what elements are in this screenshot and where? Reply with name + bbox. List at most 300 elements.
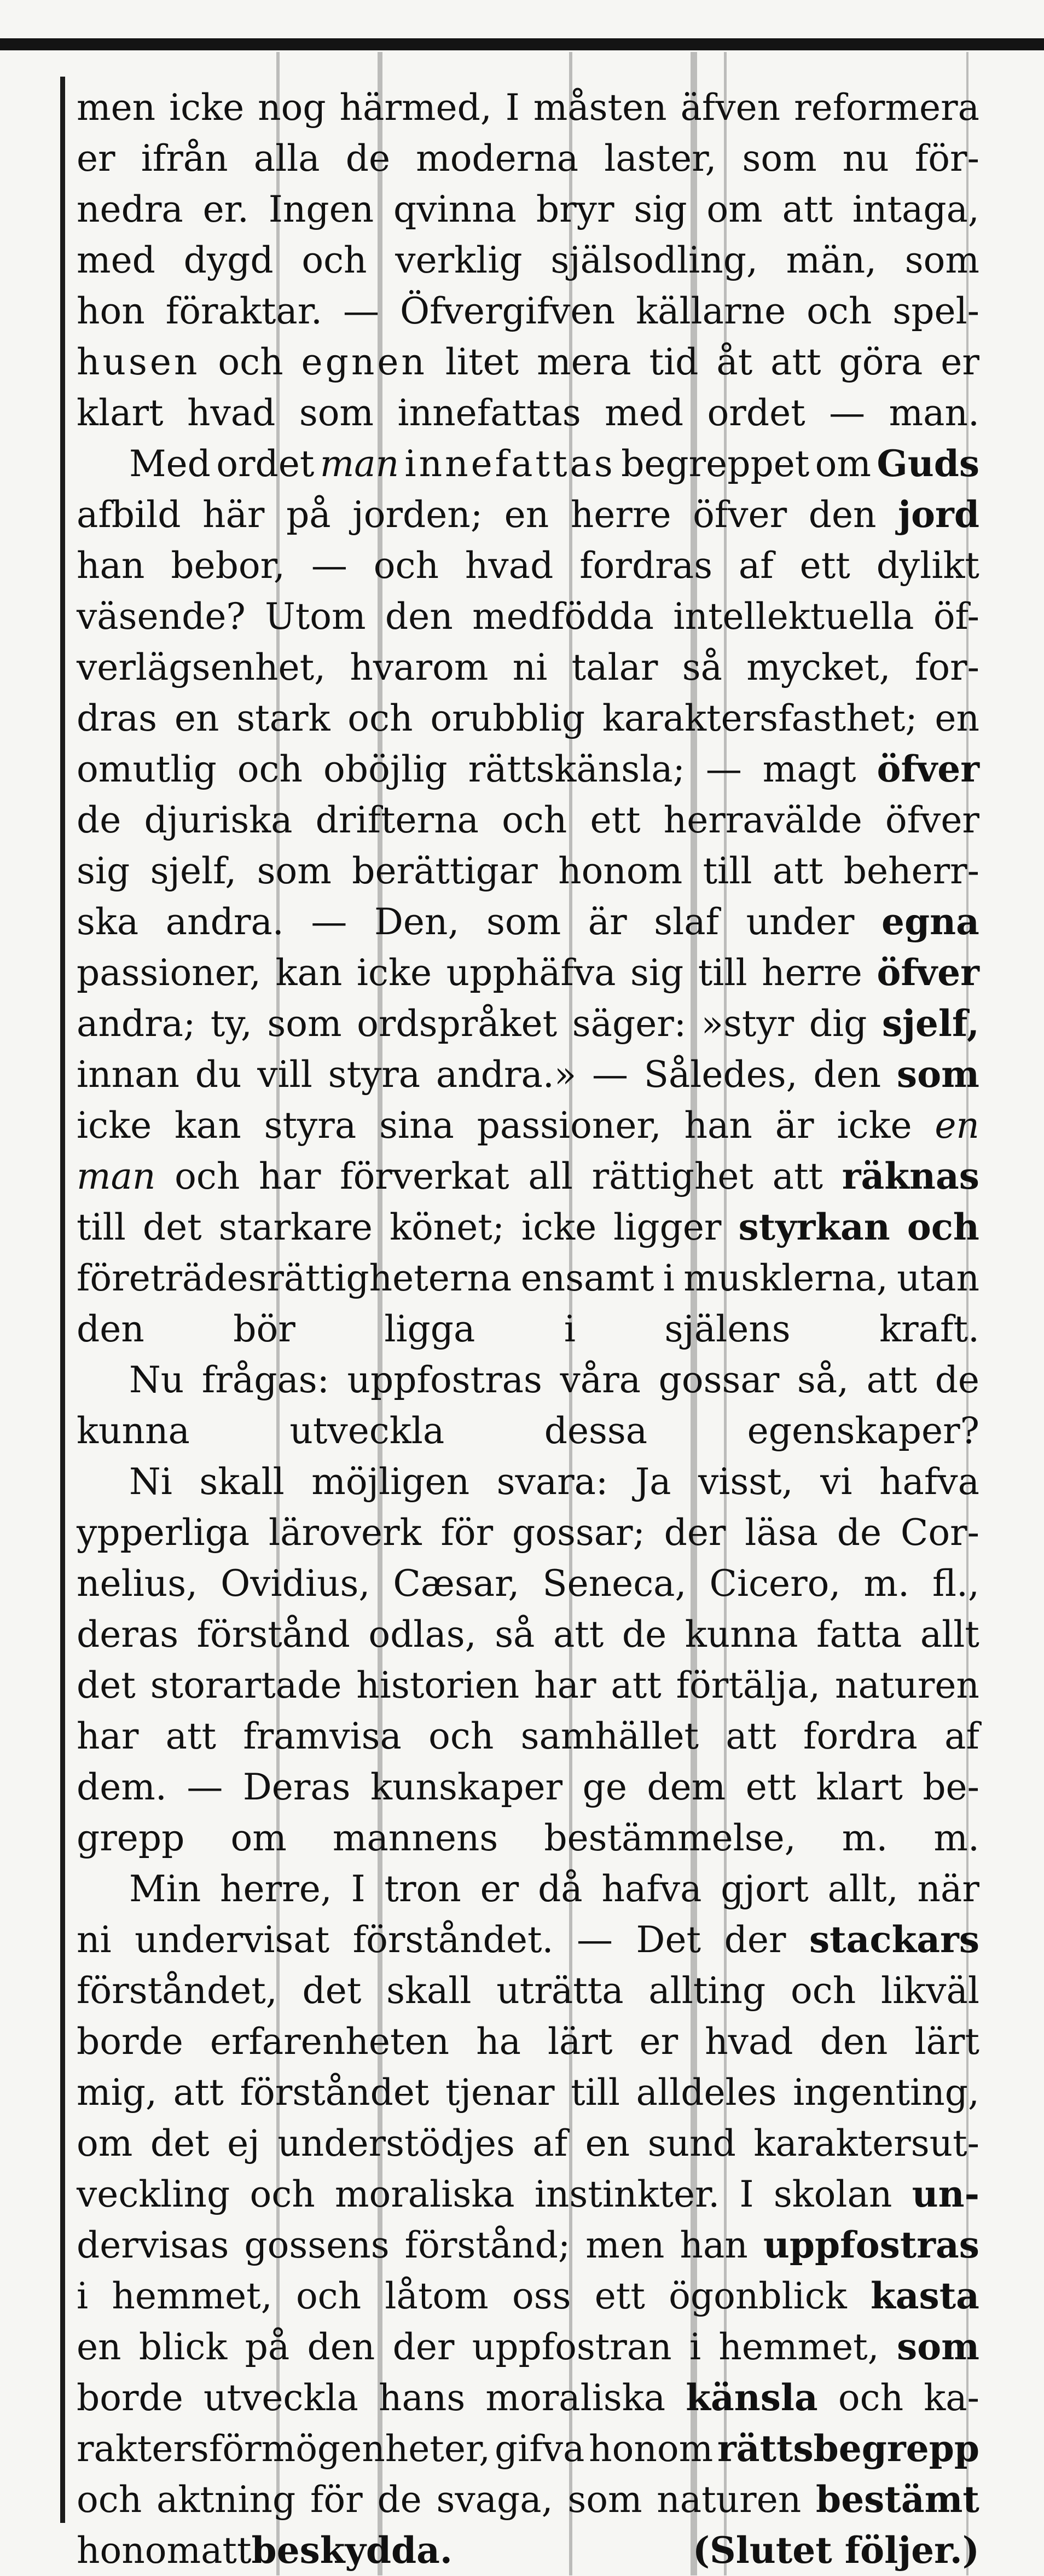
word: starkare <box>218 1206 373 1248</box>
word: den <box>307 2326 375 2368</box>
word: blick <box>138 2326 228 2368</box>
word: men <box>77 86 156 129</box>
word: styrkan <box>738 1206 890 1248</box>
text-line <box>77 1304 979 1354</box>
word: honom <box>558 850 683 892</box>
word: ordet <box>707 392 805 434</box>
word: ni <box>512 646 548 688</box>
word: verlägsenhet, <box>77 646 326 688</box>
text-line <box>77 2423 979 2474</box>
word: icke <box>837 1104 912 1147</box>
word: er <box>480 1868 519 1910</box>
word: borde <box>77 2021 183 2063</box>
word: att <box>201 2529 252 2572</box>
word: ligger <box>613 1206 722 1248</box>
word: ypperliga <box>77 1512 250 1554</box>
word: härmed, <box>339 86 492 129</box>
word: bebor, <box>171 545 285 587</box>
word: förverkat <box>340 1155 509 1197</box>
word: män, <box>786 239 877 281</box>
word: förståndet <box>240 2071 430 2114</box>
word: sjelf, <box>881 1002 979 1045</box>
word: och <box>838 2377 904 2419</box>
text-line <box>77 693 979 744</box>
text-line <box>77 2474 979 2525</box>
word: gjort <box>721 1868 809 1910</box>
word: styra <box>264 1104 357 1147</box>
word: nelius, <box>77 1562 198 1605</box>
word: veckling <box>77 2173 230 2215</box>
word: förstånd; <box>404 2224 571 2266</box>
word: att <box>772 1155 823 1197</box>
text-line <box>77 2016 979 2067</box>
word: borde <box>77 2377 183 2419</box>
word: rättsbegrepp <box>717 2427 979 2470</box>
word: af <box>738 545 774 587</box>
word: odlas, <box>368 1613 477 1655</box>
word: och <box>373 545 439 587</box>
word: det <box>150 2122 210 2164</box>
word: förståndet. <box>352 1919 554 1961</box>
word: medfödda <box>472 595 654 638</box>
word: klart <box>816 1766 903 1808</box>
word: känsla <box>686 2376 818 2419</box>
word: möjligen <box>311 1461 470 1503</box>
word: moraliska <box>334 2173 515 2215</box>
word: fl., <box>932 1562 979 1605</box>
word: Min <box>129 1868 201 1910</box>
word: sjelf, <box>150 850 237 892</box>
word: bör <box>233 1308 295 1350</box>
text-line <box>77 438 979 489</box>
word: den <box>385 595 453 638</box>
word: ty, <box>210 1003 252 1045</box>
word: der <box>664 1512 726 1554</box>
word: Deras <box>242 1766 351 1808</box>
word: m. <box>863 1562 909 1605</box>
word: djuriska <box>144 799 293 841</box>
word: som <box>567 2479 642 2521</box>
word: herre <box>762 952 862 994</box>
word: göra <box>839 341 923 383</box>
word: kan <box>174 1104 241 1147</box>
word: så <box>495 1613 535 1655</box>
word: andra.» <box>436 1053 577 1096</box>
word: honom <box>77 2529 201 2572</box>
text-line <box>77 1660 979 1711</box>
word: magt <box>762 748 856 790</box>
word: andra. <box>165 901 284 943</box>
word: den <box>77 1308 144 1350</box>
word: framvisa <box>243 1715 402 1757</box>
word: källarne <box>636 290 786 332</box>
word: våra <box>560 1359 641 1401</box>
word: Det <box>636 1919 701 1961</box>
word: räknas <box>842 1155 979 1197</box>
word: Ingen <box>268 188 374 230</box>
word: vi <box>820 1461 852 1503</box>
word: att <box>553 1613 604 1655</box>
word: ifrån <box>141 137 228 180</box>
word: jorden; <box>352 494 483 536</box>
word: hvad <box>705 2021 793 2063</box>
word: ha <box>476 2021 521 2063</box>
word: fatta <box>816 1613 902 1655</box>
word: är <box>775 1104 814 1147</box>
word: — <box>592 1053 628 1096</box>
word: kunskaper <box>370 1766 563 1808</box>
word: hvarom <box>350 646 489 688</box>
word: under <box>746 901 855 943</box>
text-line <box>77 1253 979 1304</box>
word: Guds <box>877 442 979 485</box>
word: dygd <box>183 239 274 281</box>
word: ensamt <box>520 1257 654 1299</box>
word: som <box>896 2325 979 2368</box>
word: och <box>347 697 413 739</box>
word: herre, <box>220 1868 332 1910</box>
word: Med <box>129 443 211 485</box>
word: uppfostran <box>472 2326 672 2368</box>
word: nu <box>842 137 889 180</box>
word: Cicero, <box>709 1562 841 1605</box>
word: den <box>820 2021 888 2063</box>
word: själens <box>664 1308 791 1350</box>
word: — <box>577 1919 613 1961</box>
word: i <box>663 1257 675 1299</box>
word: der <box>724 1919 786 1961</box>
text-line <box>77 1049 979 1100</box>
text-line <box>77 133 979 184</box>
word: och <box>175 1155 240 1197</box>
word: och <box>218 341 283 383</box>
word: allt, <box>827 1868 898 1910</box>
word: Ovidius, <box>221 1562 370 1605</box>
word: af <box>532 2122 568 2164</box>
word: I <box>351 1868 366 1910</box>
word: ingenting, <box>793 2071 979 2114</box>
word: ska <box>77 901 139 943</box>
word: dem. <box>77 1766 167 1808</box>
text-line <box>77 1609 979 1660</box>
text-line <box>77 2118 979 2169</box>
word: med <box>605 392 684 434</box>
word: förståndet, <box>77 1970 277 2012</box>
word: orubblig <box>430 697 585 739</box>
text-line <box>77 2220 979 2271</box>
word: låtom <box>385 2275 489 2317</box>
word: afbild <box>77 494 181 536</box>
word: un- <box>912 2173 979 2215</box>
word: förtälja, <box>676 1664 821 1706</box>
word: hvad <box>187 392 276 434</box>
continuation-note: (Slutet följer.) <box>692 2529 979 2572</box>
word: läsa <box>745 1512 818 1554</box>
word: sig <box>634 188 687 230</box>
word: ej <box>227 2122 260 2164</box>
word: och <box>807 290 872 332</box>
word: talar <box>571 646 658 688</box>
word: allt <box>920 1613 979 1655</box>
word: naturen <box>834 1664 979 1706</box>
word: intellektuella <box>673 595 914 638</box>
word: könet; <box>389 1206 505 1248</box>
word: uträtta <box>496 1970 624 2012</box>
word: m. <box>933 1817 979 1859</box>
word: bestämt <box>816 2478 979 2521</box>
word: på <box>245 2326 290 2368</box>
word: understödjes <box>277 2122 515 2164</box>
text-line <box>77 1202 979 1253</box>
word: bryr <box>536 188 614 230</box>
word: en <box>504 494 549 536</box>
word: som <box>299 392 374 434</box>
word: hans <box>378 2377 466 2419</box>
word: for- <box>914 646 979 688</box>
word: Ja <box>635 1461 671 1503</box>
word: ögonblick <box>669 2275 847 2317</box>
word: skall <box>199 1461 285 1503</box>
word: och <box>77 2479 142 2521</box>
word: föraktar. <box>165 290 322 332</box>
word: sina <box>379 1104 454 1147</box>
word: utveckla <box>204 2377 358 2419</box>
word: som <box>904 239 979 281</box>
text-line <box>77 1558 979 1609</box>
word: ordspråket <box>357 1003 558 1045</box>
word: der <box>392 2326 455 2368</box>
word: be- <box>923 1766 979 1808</box>
word: moraliska <box>485 2377 666 2419</box>
word: husen <box>77 341 200 383</box>
text-line <box>77 1405 979 1456</box>
word: ett <box>745 1766 796 1808</box>
word: karaktersut- <box>753 2122 979 2164</box>
word: till <box>703 850 752 892</box>
word: ni <box>77 1919 112 1961</box>
word: qvinna <box>393 188 517 230</box>
word: — <box>187 1766 223 1808</box>
word: uppfostras <box>763 2224 979 2266</box>
word: fordras <box>579 545 712 587</box>
word: att <box>165 1715 217 1757</box>
word: utveckla <box>289 1410 445 1452</box>
word: och <box>907 1206 979 1248</box>
word: kasta <box>871 2274 979 2317</box>
text-line <box>77 1151 979 1202</box>
text-line <box>77 1762 979 1813</box>
word: tron <box>384 1868 461 1910</box>
word: ka- <box>924 2377 979 2419</box>
word: de <box>935 1359 979 1401</box>
word: kunna <box>685 1613 798 1655</box>
word: kraft. <box>879 1308 979 1350</box>
word: han <box>77 545 145 587</box>
top-rule <box>0 38 1044 50</box>
word: stark <box>236 697 330 739</box>
word: dessa <box>544 1410 648 1452</box>
word: all <box>528 1155 573 1197</box>
word: på <box>286 494 331 536</box>
word: egna <box>881 900 979 943</box>
word: I <box>505 86 520 129</box>
word: litet <box>445 341 519 383</box>
word: öfver <box>693 494 787 536</box>
word: gifva <box>494 2428 585 2470</box>
word: alldeles <box>636 2071 777 2114</box>
word: er <box>639 2021 678 2063</box>
word: beskydda. <box>251 2529 453 2572</box>
text-line <box>77 1711 979 1762</box>
word: raktersförmögenheter, <box>77 2428 491 2470</box>
word: som <box>742 137 817 180</box>
word: drifterna <box>315 799 479 841</box>
word: en <box>935 1104 979 1147</box>
text-line <box>77 1914 979 1965</box>
word: grepp <box>77 1817 185 1859</box>
word: svaga, <box>436 2479 553 2521</box>
word: de <box>837 1512 882 1554</box>
word: gossens <box>244 2224 390 2266</box>
word: om <box>815 443 871 485</box>
word: den <box>813 1053 881 1096</box>
word: en <box>935 697 979 739</box>
word: dem <box>647 1766 726 1808</box>
word: för <box>310 2479 363 2521</box>
word: vill <box>257 1053 312 1096</box>
word: skolan <box>773 2173 892 2215</box>
word: nedra <box>77 188 183 230</box>
word: ordet <box>216 443 315 485</box>
word: nog <box>258 86 326 129</box>
word: allting <box>648 1970 766 2012</box>
word: intaga, <box>852 188 979 230</box>
text-line <box>77 795 979 846</box>
word: klart <box>77 392 164 434</box>
word: till <box>77 1206 126 1248</box>
word: mera <box>537 341 631 383</box>
word: man <box>320 443 399 485</box>
text-line <box>77 1507 979 1558</box>
word: att <box>173 2071 224 2114</box>
word: han <box>680 2224 748 2266</box>
word: en <box>77 2326 121 2368</box>
text-line <box>77 2372 979 2423</box>
word: och <box>295 2275 362 2317</box>
word: honom <box>589 2428 714 2470</box>
word: här <box>202 494 265 536</box>
word: Den, <box>374 901 460 943</box>
word: som <box>896 1053 979 1096</box>
word: Således, <box>643 1053 798 1096</box>
word: slaf <box>654 901 720 943</box>
word: själsodling, <box>550 239 758 281</box>
word: så, <box>797 1359 849 1401</box>
word: innefattas <box>404 443 616 485</box>
word: Ni <box>129 1461 172 1503</box>
word: Utom <box>265 595 366 638</box>
word: begreppet <box>621 443 810 485</box>
word: icke <box>169 86 245 129</box>
word: de <box>377 2479 422 2521</box>
word: deras <box>77 1613 179 1655</box>
word: herravälde <box>663 799 862 841</box>
word: er <box>77 137 115 180</box>
word: det <box>142 1206 202 1248</box>
word: tid <box>649 341 699 383</box>
word: dig <box>809 1003 867 1045</box>
word: aktning <box>156 2479 296 2521</box>
word: som <box>257 850 332 892</box>
word: »styr <box>701 1003 794 1045</box>
text-line <box>77 387 979 438</box>
word: öfver <box>877 951 979 994</box>
word: och <box>791 1970 856 2012</box>
word: Öfvergifven <box>400 290 616 332</box>
word: verklig <box>395 239 523 281</box>
word: att <box>782 188 833 230</box>
word: m. <box>842 1817 888 1859</box>
word: historien <box>356 1664 520 1706</box>
text-line <box>77 1965 979 2016</box>
word: om <box>77 2122 133 2164</box>
word: sig <box>630 952 684 994</box>
word: de <box>77 799 121 841</box>
word: att <box>726 1715 776 1757</box>
word: kan <box>275 952 343 994</box>
text-line <box>77 2067 979 2118</box>
word: fordra <box>803 1715 918 1757</box>
text-line <box>77 2271 979 2322</box>
word: hemmet, <box>718 2326 879 2368</box>
word: att <box>772 850 823 892</box>
word: mig, <box>77 2071 157 2114</box>
text-line <box>77 1813 979 1863</box>
word: hvad <box>465 545 554 587</box>
word: — <box>343 290 379 332</box>
word: till <box>698 952 747 994</box>
word: om <box>706 188 763 230</box>
word: dervisas <box>77 2224 229 2266</box>
word: men <box>585 2224 665 2266</box>
word: gossar <box>658 1359 780 1401</box>
word: frågas: <box>201 1359 329 1401</box>
word: af <box>944 1715 979 1757</box>
word: karaktersfasthet; <box>602 697 918 739</box>
word: som <box>267 1003 342 1045</box>
text-line <box>77 744 979 795</box>
word: och <box>237 748 303 790</box>
word: och <box>250 2173 315 2215</box>
word: hon <box>77 290 145 332</box>
word: det <box>77 1664 136 1706</box>
word: måsten <box>533 86 667 129</box>
word: icke <box>356 952 432 994</box>
text-line <box>77 184 979 235</box>
text-line <box>77 998 979 1049</box>
text-line <box>77 846 979 896</box>
word: har <box>77 1715 139 1757</box>
word: i <box>564 1308 576 1350</box>
word: svara: <box>496 1461 608 1503</box>
word: dras <box>77 697 158 739</box>
word: uppfostras <box>347 1359 542 1401</box>
word: — <box>829 392 866 434</box>
word: till <box>571 2071 620 2114</box>
word: öf- <box>933 595 979 638</box>
text-line <box>77 235 979 286</box>
word: tjenar <box>445 2071 555 2114</box>
